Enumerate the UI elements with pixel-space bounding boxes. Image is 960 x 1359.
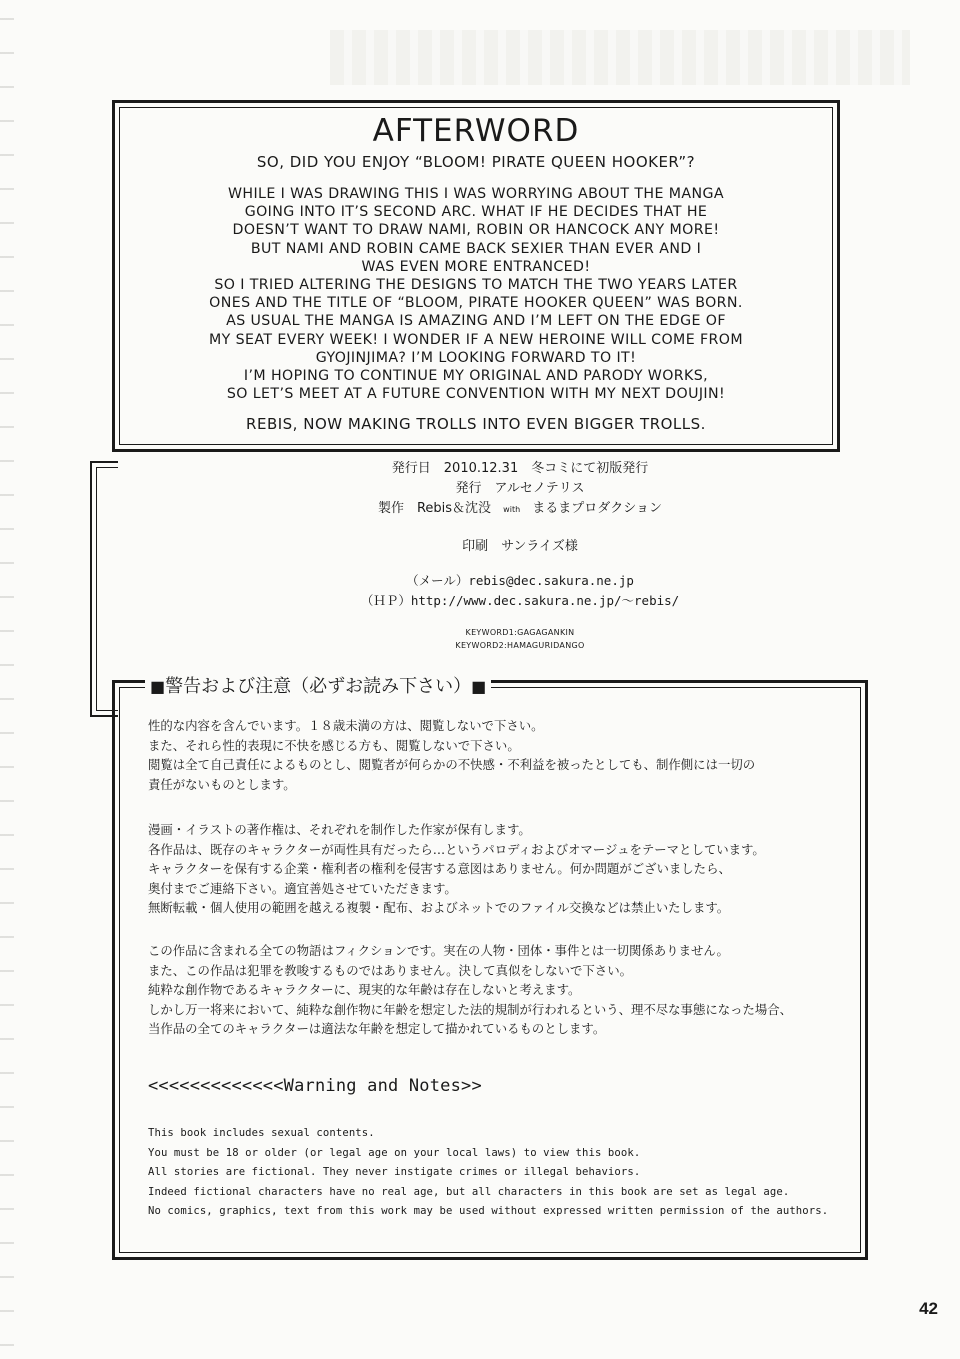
production-with: with [503,505,521,514]
afterword-box [112,100,840,452]
warning-paragraph-2 [148,820,848,918]
warning-line: 閲覧は全て自己責任によるものとし、閲覧者が何らかの不快感・不利益を被ったとしても、制作側には一切の [148,757,756,773]
warning-paragraph-3 [148,941,848,1039]
warning-line: この作品に含まれる全ての物語はフィクションです。実在の人物・団体・事件とは一切関係ありません。 [148,943,729,958]
bleed-through-texture [330,30,910,85]
frame-connector-inner [96,467,118,711]
afterword-line: AS USUAL THE MANGA IS AMAZING AND I’M LEFT ON THE EDGE OF [226,313,726,330]
warning-title [145,672,491,698]
english-warning-line: All stories are fictional. They never instigate crimes or illegal behaviors. [148,1166,641,1178]
production-circle: 製作 Rebis＆沈没 [377,501,492,516]
page-number: 42 [919,1299,938,1318]
colophon-keyword1: KEYWORD1:GAGAGANKIN [465,628,575,637]
page-edge-decoration [0,0,14,1359]
warning-line: 性的な内容を含んでいます。１８歳未満の方は、閲覧しないで下さい。 [148,718,544,733]
warning-line: しかし万一将来において、純粋な創作物に年齢を想定した法的規制が行われるという、理不尽な事態になった場合、 [148,1001,793,1017]
warning-line: キャラクターを保有する企業・権利者の権利を侵害する意図はありません。何か問題がございましたら、 [148,861,731,877]
colophon-keyword2: KEYWORD2:HAMAGURIDANGO [455,641,585,650]
english-warning-heading: <<<<<<<<<<<<<Warning and Notes>> [148,1076,482,1096]
square-bullet-icon: ■ [471,677,487,696]
afterword-line: BUT NAMI AND ROBIN CAME BACK SEXIER THAN EVER AND I [250,240,702,257]
colophon-printer: 印刷 サンライズ様 [462,539,578,554]
colophon-production [300,497,740,516]
warning-line: 各作品は、既存のキャラクターが両性具有だったら…というパロディおよびオマージュをテーマとしています。 [148,841,765,857]
afterword-line: WAS EVEN MORE ENTRANCED! [361,258,591,275]
colophon-mail: （メール）rebis@dec.sakura.ne.jp [406,573,634,588]
warning-title-text: 警告および注意（必ずお読み下さい） [165,676,472,697]
warning-line: 責任がないものとします。 [148,776,296,792]
english-warning-line: No comics, graphics, text from this work may be used without expressed written permission of the authors. [148,1205,829,1217]
afterword-line: WHILE I WAS DRAWING THIS I WAS WORRYING ABOUT THE MANGA [227,186,725,202]
colophon-hp: （ＨＰ）http://www.dec.sakura.ne.jp/～rebis/ [360,593,680,608]
afterword-subtitle: SO, DID YOU ENJOY “BLOOM! PIRATE QUEEN HOOKER”? [256,153,696,171]
afterword-title: AFTERWORD [372,113,580,149]
afterword-line: SO I TRIED ALTERING THE DESIGNS TO MATCH THE TWO YEARS LATER [214,277,738,294]
afterword-line: MY SEAT EVERY WEEK! I WONDER IF A NEW HEROINE WILL COME FROM [209,331,743,348]
afterword-signature: REBIS, NOW MAKING TROLLS INTO EVEN BIGGER TROLLS. [246,415,706,433]
warning-line: また、それら性的表現に不快を感じる方も、閲覧しないで下さい。 [148,737,520,753]
english-warning-text [148,1124,828,1222]
warning-line: また、この作品は犯罪を教唆するものではありません。決して真似をしないで下さい。 [148,962,632,978]
english-warning-line: You must be 18 or older (or legal age on your local laws) to view this book. [148,1146,641,1159]
warning-paragraph-1 [148,716,848,794]
english-warning-line: This book includes sexual contents. [148,1127,375,1139]
afterword-line: DOESN’T WANT TO DRAW NAMI, ROBIN OR HANCOCK ANY MORE! [232,222,720,239]
colophon-date: 発行日 2010.12.31 冬コミにて初版発行 [391,461,649,476]
afterword-line: I’M HOPING TO CONTINUE MY ORIGINAL AND PARODY WORKS, [243,368,709,385]
warning-line: 漫画・イラストの著作権は、それぞれを制作した作家が保有します。 [148,822,531,837]
afterword-line: ONES AND THE TITLE OF “BLOOM, PIRATE HOOKER QUEEN” WAS BORN. [209,295,743,312]
english-warning-line: Indeed fictional characters have no real age, but all characters in this book are set as legal age. [148,1185,790,1198]
warning-line: 当作品の全てのキャラクターは適法な年齢を想定して描かれているものとします。 [148,1021,606,1037]
warning-line: 無断転載・個人使用の範囲を越える複製・配布、およびネットでのファイル交換などは禁止いたします。 [148,900,730,916]
afterword-line: GYOJINJIMA? I’M LOOKING FORWARD TO IT! [315,349,637,366]
square-bullet-icon: ■ [150,677,166,696]
production-partner: まるまプロダクション [532,501,663,516]
colophon-publisher: 発行 アルセノテリス [455,481,585,496]
afterword-line: SO LET’S MEET AT A FUTURE CONVENTION WITH MY NEXT DOUJIN! [226,386,726,403]
warning-line: 奥付までご連絡下さい。適宜善処させていただきます。 [148,880,457,896]
afterword-line: GOING INTO IT’S SECOND ARC. WHAT IF HE DECIDES THAT HE [244,204,708,221]
afterword-body [125,185,827,403]
warning-line: 純粋な創作物であるキャラクターに、現実的な年齢は存在しないと考えます。 [148,982,581,998]
